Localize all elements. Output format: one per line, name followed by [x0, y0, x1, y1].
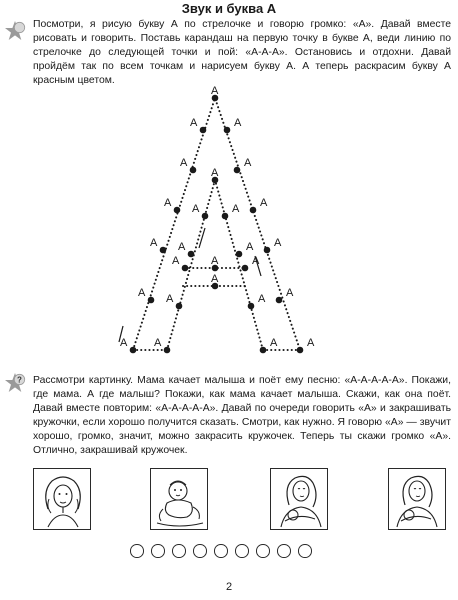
trace-dot-7 — [174, 207, 181, 214]
trace-label-21: А — [166, 293, 174, 305]
picture-mother-with-baby-2 — [388, 468, 446, 530]
trace-label-19: А — [138, 287, 146, 299]
trace-dot-4 — [190, 167, 197, 174]
trace-dot-10 — [222, 213, 229, 220]
trace-dot-25 — [260, 347, 267, 354]
answer-circle[interactable] — [298, 544, 312, 558]
trace-dot-3 — [224, 127, 231, 134]
trace-label-16: А — [252, 255, 260, 267]
trace-dot-8 — [250, 207, 257, 214]
picture-woman-face — [33, 468, 91, 530]
picture-baby — [150, 468, 208, 530]
answer-circle[interactable] — [214, 544, 228, 558]
answer-circle[interactable] — [235, 544, 249, 558]
svg-text:?: ? — [17, 375, 22, 385]
trace-dot-5 — [234, 167, 241, 174]
answer-circle[interactable] — [277, 544, 291, 558]
trace-label-15: А — [172, 255, 180, 267]
trace-label-20: А — [286, 287, 294, 299]
trace-label-12: А — [274, 237, 282, 249]
letter-a-tracing — [95, 80, 365, 370]
trace-label-11: А — [150, 237, 158, 249]
trace-dot-14 — [236, 251, 243, 258]
instruction-paragraph-1: Посмотри, я рисую букву А по стрелочке и говорю громко: «А». Давай вместе рисовать и говорить. Поставь карандаш на первую точку в букве А, веди линию по стрелочке до следующей точки и пой: «А-А-А». Остановись и отдохни. Давай пройдём так по всем точкам и нарисуем букву А. А теперь раскрасим букву А красным цветом. — [33, 19, 451, 86]
trace-label-13: А — [178, 241, 186, 253]
dotted-stroke-1 — [133, 98, 300, 350]
trace-dot-22 — [248, 303, 255, 310]
trace-dot-11 — [160, 247, 167, 254]
trace-label-25: А — [270, 337, 278, 349]
trace-dot-24 — [164, 347, 171, 354]
trace-dot-15 — [182, 265, 189, 272]
trace-dot-2 — [200, 127, 207, 134]
trace-label-18: А — [211, 273, 219, 285]
answer-circle[interactable] — [172, 544, 186, 558]
page-number: 2 — [225, 581, 233, 593]
page-title: Звук и буква А — [181, 1, 277, 16]
answer-circle[interactable] — [151, 544, 165, 558]
trace-dot-21 — [176, 303, 183, 310]
answer-circle[interactable] — [130, 544, 144, 558]
trace-dot-23 — [130, 347, 137, 354]
trace-label-22: А — [258, 293, 266, 305]
answer-circle[interactable] — [256, 544, 270, 558]
trace-label-14: А — [246, 241, 254, 253]
trace-label-2: А — [190, 117, 198, 129]
instruction-paragraph-2: Рассмотри картинку. Мама качает малыша и поёт ему песню: «А-А-А-А-А». Покажи, где мама. А где малыш? Покажи, как мама качает малыша. Скажи, как она поёт. Давай вместе повторим: «А-А-А-А-А». Давай по очереди говорить «А» и закрашивать кружочки, если хорошо получится сказать. Смотри, как нужно. Я говорю «А» — звучит хорошо, громко, значит, можно закрасить кружочек. Теперь ты скажи громко «А». Отлично, закрашивай кружочек. — [33, 375, 451, 456]
trace-label-23: А — [120, 337, 128, 349]
trace-dot-12 — [264, 247, 271, 254]
trace-dot-9 — [202, 213, 209, 220]
answer-circle[interactable] — [193, 544, 207, 558]
circles-row — [130, 544, 330, 560]
trace-label-5: А — [244, 157, 252, 169]
trace-dot-20 — [276, 297, 283, 304]
trace-label-24: А — [154, 337, 162, 349]
trace-label-3: А — [234, 117, 242, 129]
trace-label-26: А — [307, 337, 315, 349]
task-star-icon — [4, 20, 26, 42]
trace-label-17: А — [211, 255, 219, 267]
trace-label-7: А — [164, 197, 172, 209]
trace-label-1: А — [211, 85, 219, 97]
trace-dot-19 — [148, 297, 155, 304]
trace-label-6: А — [211, 167, 219, 179]
picture-mother-with-baby — [270, 468, 328, 530]
trace-label-8: А — [260, 197, 268, 209]
trace-label-9: А — [192, 203, 200, 215]
trace-label-4: А — [180, 157, 188, 169]
trace-dot-16 — [242, 265, 249, 272]
trace-dot-13 — [188, 251, 195, 258]
trace-label-10: А — [232, 203, 240, 215]
task-question-icon — [4, 372, 26, 394]
trace-dot-26 — [297, 347, 304, 354]
